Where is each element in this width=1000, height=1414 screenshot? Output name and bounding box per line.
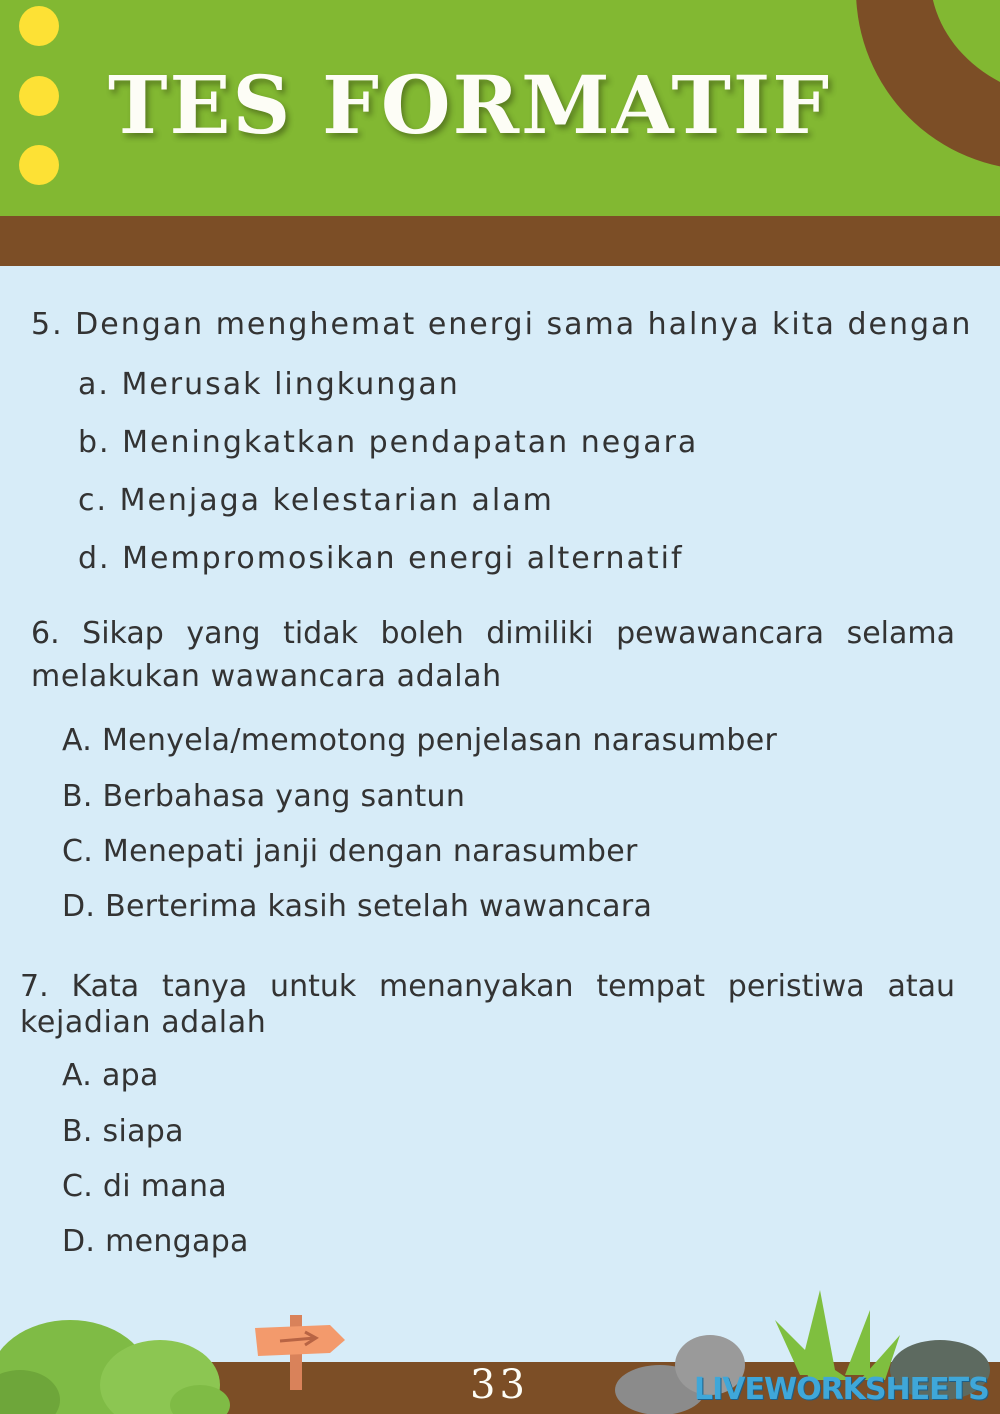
question-6-text-line1: 6. Sikap yang tidak boleh dimiliki pewawancara selama bbox=[31, 616, 955, 651]
question-5-option-c[interactable]: c. Menjaga kelestarian alam bbox=[78, 483, 554, 518]
page-number: 33 bbox=[470, 1362, 529, 1408]
question-7-option-d[interactable]: D. mengapa bbox=[62, 1224, 249, 1259]
question-5-option-a[interactable]: a. Merusak lingkungan bbox=[78, 367, 460, 402]
yellow-dot-icon bbox=[19, 6, 59, 46]
bush-icon bbox=[0, 1320, 230, 1414]
signpost-icon bbox=[255, 1315, 345, 1390]
yellow-dot-icon bbox=[19, 76, 59, 116]
question-7-option-a[interactable]: A. apa bbox=[62, 1058, 159, 1093]
yellow-dot-icon bbox=[19, 145, 59, 185]
page-title: TES FORMATIF bbox=[108, 58, 832, 152]
liveworksheets-watermark[interactable]: LIVEWORKSHEETS bbox=[694, 1372, 989, 1407]
question-7-option-c[interactable]: C. di mana bbox=[62, 1169, 227, 1204]
question-5-option-d[interactable]: d. Mempromosikan energi alternatif bbox=[78, 541, 684, 576]
header-brown-band bbox=[0, 216, 1000, 266]
header-banner bbox=[0, 0, 1000, 216]
question-6-option-a[interactable]: A. Menyela/memotong penjelasan narasumber bbox=[62, 723, 778, 758]
question-6-option-d[interactable]: D. Berterima kasih setelah wawancara bbox=[62, 889, 653, 924]
question-6-text-line2: melakukan wawancara adalah bbox=[31, 659, 502, 694]
question-7-text-line2: kejadian adalah bbox=[20, 1005, 267, 1040]
grass-icon bbox=[775, 1290, 900, 1380]
question-5-option-b[interactable]: b. Meningkatkan pendapatan negara bbox=[78, 425, 699, 460]
question-7-text-line1: 7. Kata tanya untuk menanyakan tempat peristiwa atau bbox=[20, 969, 955, 1004]
question-6-option-c[interactable]: C. Menepati janji dengan narasumber bbox=[62, 834, 638, 869]
question-6-option-b[interactable]: B. Berbahasa yang santun bbox=[62, 779, 466, 814]
question-5-text: 5. Dengan menghemat energi sama halnya kita dengan bbox=[31, 307, 973, 342]
question-7-option-b[interactable]: B. siapa bbox=[62, 1114, 184, 1149]
